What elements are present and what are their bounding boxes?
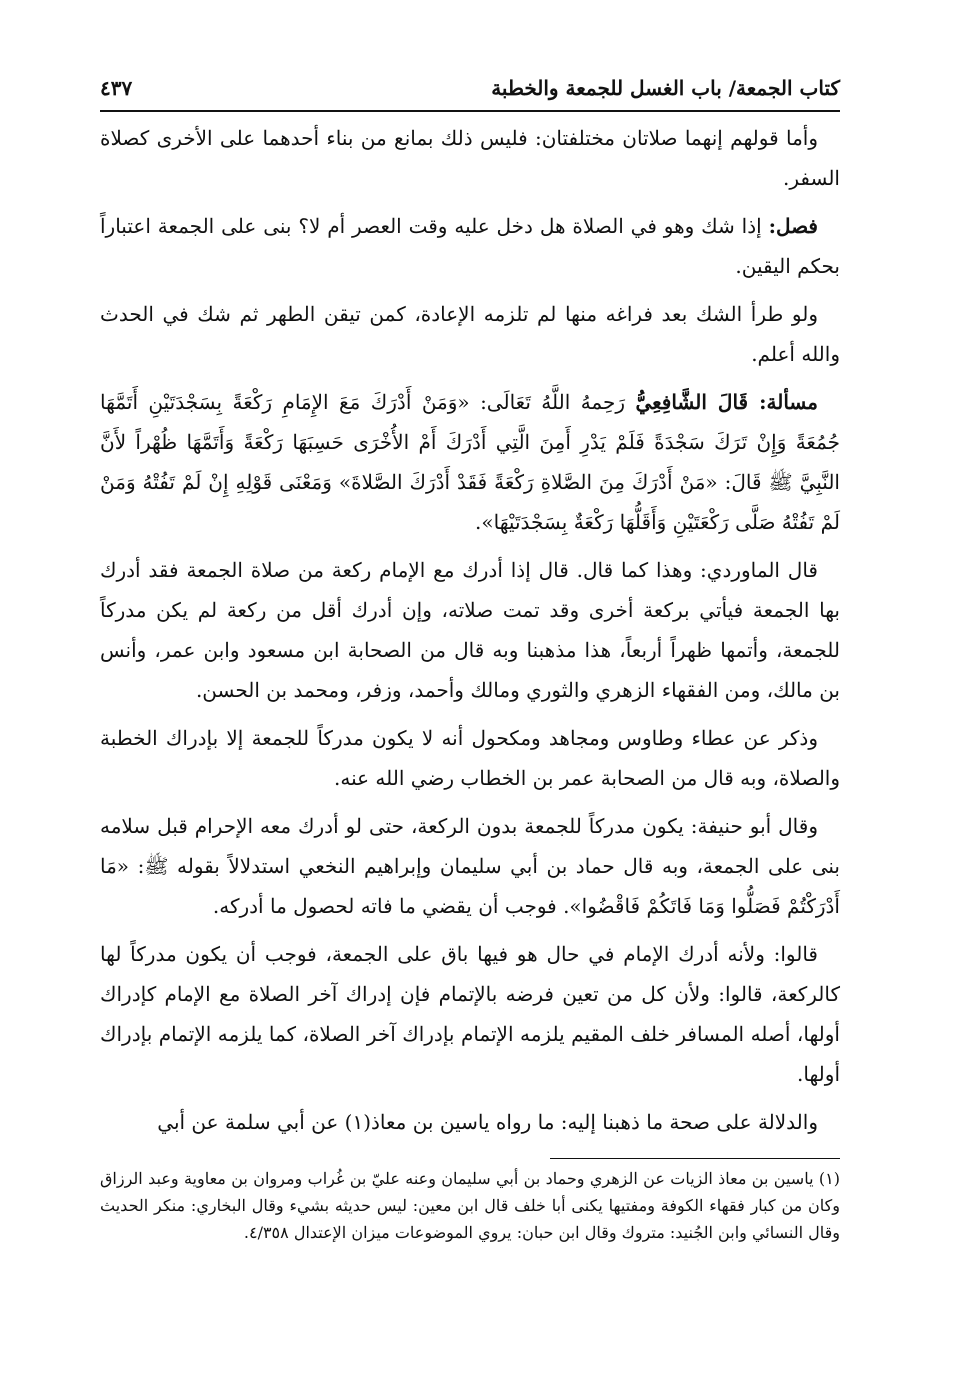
paragraph: [100, 1102, 840, 1142]
paragraph-label: مسألة: قَالَ الشَّافِعِيُّ: [635, 390, 818, 414]
main-text: [100, 118, 840, 1142]
paragraph: [100, 934, 840, 1094]
footnote-separator: [550, 1158, 840, 1159]
paragraph-text: ولو طرأ الشك بعد فراغه منها لم تلزمه الإعادة، كمن تيقن الطهر ثم شك في الحدث والله أعلم.: [100, 302, 840, 366]
page-number: ٤٣٧: [100, 76, 133, 100]
paragraph: [100, 206, 840, 286]
page-header: [100, 70, 840, 112]
paragraph: [100, 118, 840, 198]
paragraph-text: والدلالة على صحة ما ذهبنا إليه: ما رواه ياسين بن معاذ(١) عن أبي سلمة عن أبي: [157, 1110, 818, 1134]
paragraph: [100, 382, 840, 542]
paragraph-text: وأما قولهم إنهما صلاتان مختلفتان: فليس ذلك بمانع من بناء أحدهما على الأخرى كصلاة السفر.: [100, 126, 840, 190]
book-page: [100, 70, 840, 1330]
paragraph: [100, 294, 840, 374]
paragraph-label: فصل:: [768, 214, 818, 238]
paragraph-text: وذكر عن عطاء وطاوس ومجاهد ومكحول أنه لا يكون مدركاً للجمعة إلا بإدراك الخطبة والصلاة، وبه قال من الصحابة عمر بن الخطاب رضي الله عنه.: [100, 726, 840, 790]
paragraph: [100, 550, 840, 710]
paragraph-text: رَحِمهُ اللَّهُ تَعَالَى: «وَمَنْ أَدْرَكَ مَعَ الإِمَامِ رَكْعَةً بِسَجْدَتَيْنِ أَتَمَّهَا جُمُعَةً وَإِنْ تَرَكَ سَجْدَةً فَلَمْ يَدْرِ أَمِنَ الَّتِي أَدْرَكَ أَمْ الأُخْرَى حَسِبَهَا رَكْعَةً وَأَتَمَّهَا ظُهْراً لأَنَّ النَّبِيَّ ﷺ قَالَ: «مَنْ أَدْرَكَ مِنَ الصَّلاةِ رَكْعَةً فَقَدْ أَدْرَكَ الصَّلاةَ» وَمَعْنَى قَوْلِهِ إِنْ لَمْ تَفُتْهُ وَمَنْ لَمْ تَفُتْهُ صَلَّى رَكْعَتَيْنِ وَأَقَلُّهَا رَكْعَةٌ بِسَجْدَتَيْهَا».: [100, 390, 840, 534]
running-title: كتاب الجمعة/ باب الغسل للجمعة والخطبة: [491, 76, 840, 100]
paragraph: [100, 718, 840, 798]
footnote: [100, 1165, 840, 1246]
footnote-marker: (١): [818, 1169, 841, 1188]
paragraph-text: قالوا: ولأنه أدرك الإمام في حال هو فيها باق على الجمعة، فوجب أن يكون مدركاً لها كالركعة، قالوا: ولأن كل من تعين فرضه بالإتمام فإن إدراك آخر الصلاة مع الإمام كإدراك أولها، أصله المسافر خلف المقيم يلزمه الإتمام بإدراك آخر الصلاة، كما يلزمه الإتمام بإدراك أولها.: [100, 942, 840, 1086]
footnote-text: ياسين بن معاذ الزيات عن الزهري وحماد بن أبي سليمان وعنه عليّ بن غُراب ومروان بن معاوية وعبد الرزاق وكان من كبار فقهاء الكوفة ومفتيها يكنى أبا خلف قال ابن معين: ليس حديثه بشيء وقال البخاري: منكر الحديث وقال النسائي وابن الجُنيد: متروك وقال ابن حبان: يروي الموضوعات ميزان الإعتدال ٤/٣٥٨.: [100, 1169, 840, 1242]
paragraph-text: إذا شك وهو في الصلاة هل دخل عليه وقت العصر أم لا؟ بنى على الجمعة اعتباراً بحكم اليقين.: [100, 214, 840, 278]
paragraph: [100, 806, 840, 926]
paragraph-text: وقال أبو حنيفة: يكون مدركاً للجمعة بدون الركعة، حتى لو أدرك معه الإحرام قبل سلامه بنى على الجمعة، وبه قال حماد بن أبي سليمان وإبراهيم النخعي استدلالاً بقوله ﷺ: «مَا أَدْرَكْتُمْ فَصَلُّوا وَمَا فَاتَكُمْ فَاقْضُوا». فوجب أن يقضي ما فاته لحصول ما أدركه.: [100, 814, 840, 918]
paragraph-text: قال الماوردي: وهذا كما قال. قال إذا أدرك مع الإمام ركعة من صلاة الجمعة فقد أدرك بها الجمعة فيأتي بركعة أخرى وقد تمت صلاته، وإن أدرك أقل من ركعة لم يكن مدركاً للجمعة، وأتمها ظهراً أربعاً، هذا مذهبنا وبه قال من الصحابة ابن مسعود وابن عمر، وأنس بن مالك، ومن الفقهاء الزهري والثوري ومالك وأحمد، وزفر، ومحمد بن الحسن.: [100, 558, 840, 702]
